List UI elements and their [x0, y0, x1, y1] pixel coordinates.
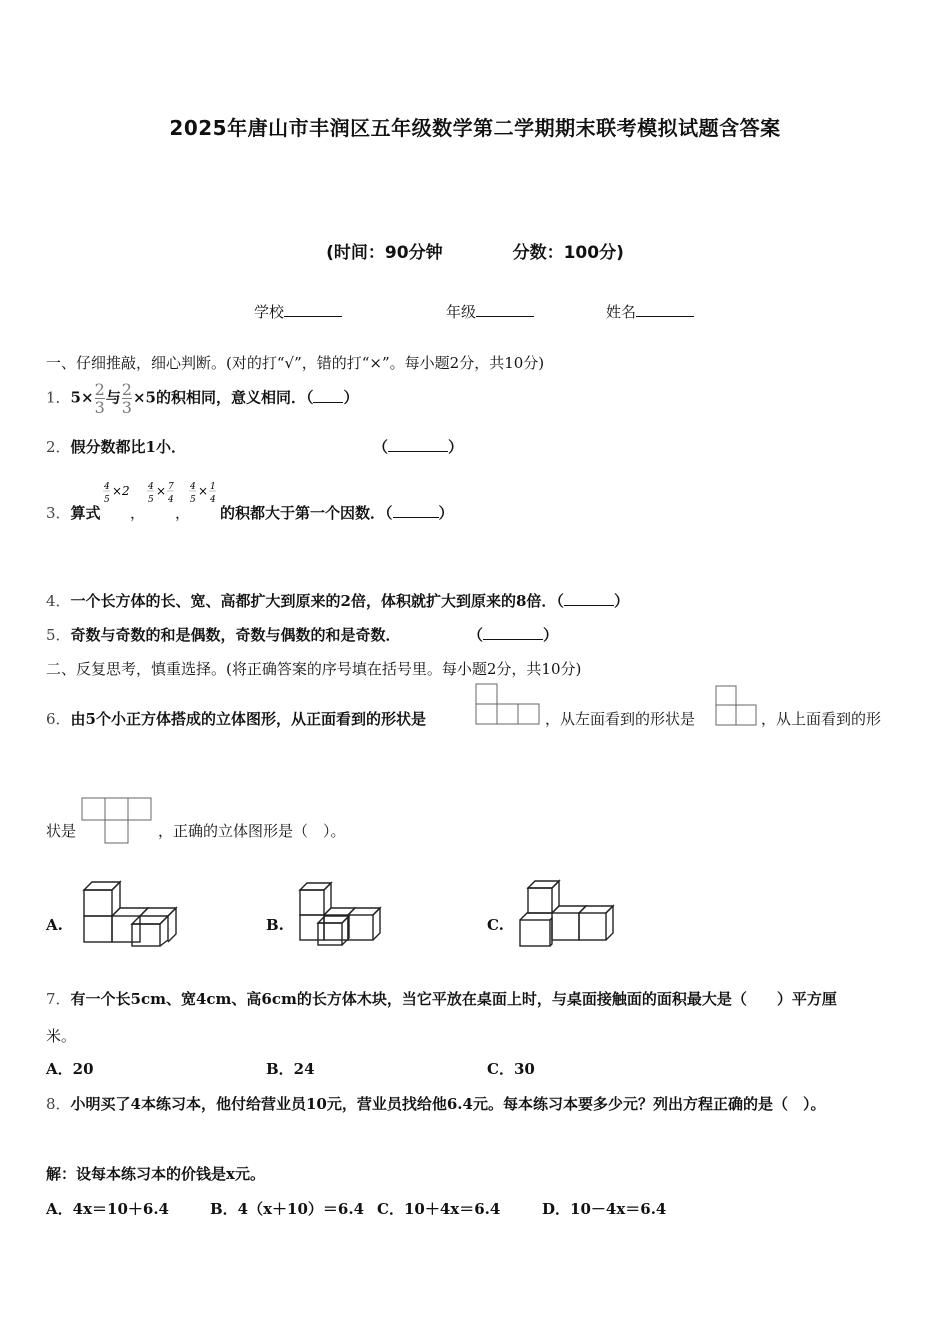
question-3: 3．算式 [46, 504, 101, 522]
left-view-figure [715, 685, 761, 727]
section-2-heading: 二、反复思考，慎重选择。(将正确答案的序号填在括号里。每小题2分，共10分) [46, 660, 582, 678]
fraction: $\frac{2}{3}$ [121, 380, 132, 417]
question-2: 2．假分数都比1小． [46, 438, 186, 456]
option-6c[interactable]: C. [487, 916, 504, 934]
option-8c[interactable]: C．10＋4x＝6.4 [377, 1200, 501, 1218]
answer-blank-5[interactable] [483, 625, 543, 640]
option-7b[interactable]: B．24 [266, 1060, 315, 1078]
exam-meta [0, 238, 950, 263]
q8-solution: 解：设每本练习本的价钱是x元。 [46, 1165, 265, 1183]
fraction: $\frac{2}{3}$ [94, 380, 105, 417]
top-view-figure [80, 796, 154, 846]
q3-sep-1: ， [130, 504, 146, 522]
question-4: 4．一个长方体的长、宽、高都扩大到原来的2倍，体积就扩大到原来的8倍．（ ） [46, 592, 629, 610]
expr1-den: 5 [104, 495, 110, 505]
question-8: 8．小明买了4本练习本，他付给营业员10元，营业员找给他6.4元。每本练习本要多少元？列出方程正确的是（ ）。 [46, 1095, 826, 1113]
svg-text:5: 5 [148, 495, 154, 505]
svg-text:4: 4 [168, 495, 174, 505]
svg-text:4: 4 [190, 482, 196, 492]
cube-figure-b [298, 880, 388, 948]
cube-figure-c [518, 878, 620, 948]
front-view-figure [475, 683, 543, 727]
svg-text:×: × [198, 484, 209, 498]
q3-rest: 的积都大于第一个因数．（ ） [220, 504, 454, 522]
question-6: 6．由5个小正方体搭成的立体图形，从正面看到的形状是 [46, 710, 426, 728]
svg-text:×: × [156, 484, 167, 498]
q6-line2-post: ，正确的立体图形是（ ）。 [158, 822, 346, 840]
answer-blank-2[interactable] [388, 437, 448, 452]
page-title: 2025年唐山市丰润区五年级数学第二学期期末联考模拟试题含答案 [169, 116, 781, 140]
name-field: 姓名 [606, 301, 694, 322]
q6-post: ，从上面看到的形 [761, 710, 882, 728]
svg-text:1: 1 [210, 482, 216, 492]
option-7c[interactable]: C．30 [487, 1060, 535, 1078]
grade-field: 年级 [446, 301, 534, 322]
answer-blank-4[interactable] [564, 591, 614, 606]
score-info: 分数：100分) [512, 243, 624, 263]
grade-blank[interactable] [476, 302, 534, 317]
expr1-op: ×2 [112, 484, 130, 498]
option-8b[interactable]: B．4（x＋10）＝6.4 [210, 1200, 365, 1218]
school-blank[interactable] [284, 302, 342, 317]
name-blank[interactable] [636, 302, 694, 317]
svg-text:7: 7 [168, 482, 174, 492]
question-5: 5．奇数与奇数的和是偶数，奇数与偶数的和是奇数． [46, 626, 401, 644]
option-6b[interactable]: B. [266, 916, 284, 934]
option-6a[interactable]: A. [46, 916, 63, 934]
cube-figure-a [82, 878, 182, 948]
svg-text:5: 5 [190, 495, 196, 505]
svg-text:4: 4 [210, 495, 216, 505]
q3-sep-2: ， [175, 504, 191, 522]
q6-mid: ，从左面看到的形状是 [545, 710, 696, 728]
option-8d[interactable]: D．10－4x＝6.4 [542, 1200, 667, 1218]
question-7: 7．有一个长5cm、宽4cm、高6cm的长方体木块，当它平放在桌面上时，与桌面接触面的面积最大是（ ）平方厘 [46, 990, 837, 1008]
expr1-num: 4 [104, 482, 110, 492]
answer-paren-2: （ ） [373, 438, 464, 456]
q7-line2: 米。 [46, 1027, 77, 1045]
answer-blank-1[interactable] [313, 388, 343, 403]
option-7a[interactable]: A．20 [46, 1060, 94, 1078]
question-1: 1．5× $\frac{2}{3}$ 与 $\frac{2}{3}$ ×5的积相同，意义相同．（ ） [46, 380, 359, 417]
expression-images [102, 478, 222, 510]
answer-blank-3[interactable] [393, 503, 439, 518]
section-1-heading: 一、仔细推敲，细心判断。(对的打“√”，错的打“×”。每小题2分，共10分) [46, 354, 545, 372]
time-info: (时间：90分钟 [326, 243, 443, 263]
q6-line2-pre: 状是 [46, 822, 77, 840]
option-8a[interactable]: A．4x＝10＋6.4 [46, 1200, 169, 1218]
svg-text:4: 4 [148, 482, 154, 492]
answer-paren-5: （ ） [468, 626, 559, 644]
school-field: 学校 [254, 301, 342, 322]
